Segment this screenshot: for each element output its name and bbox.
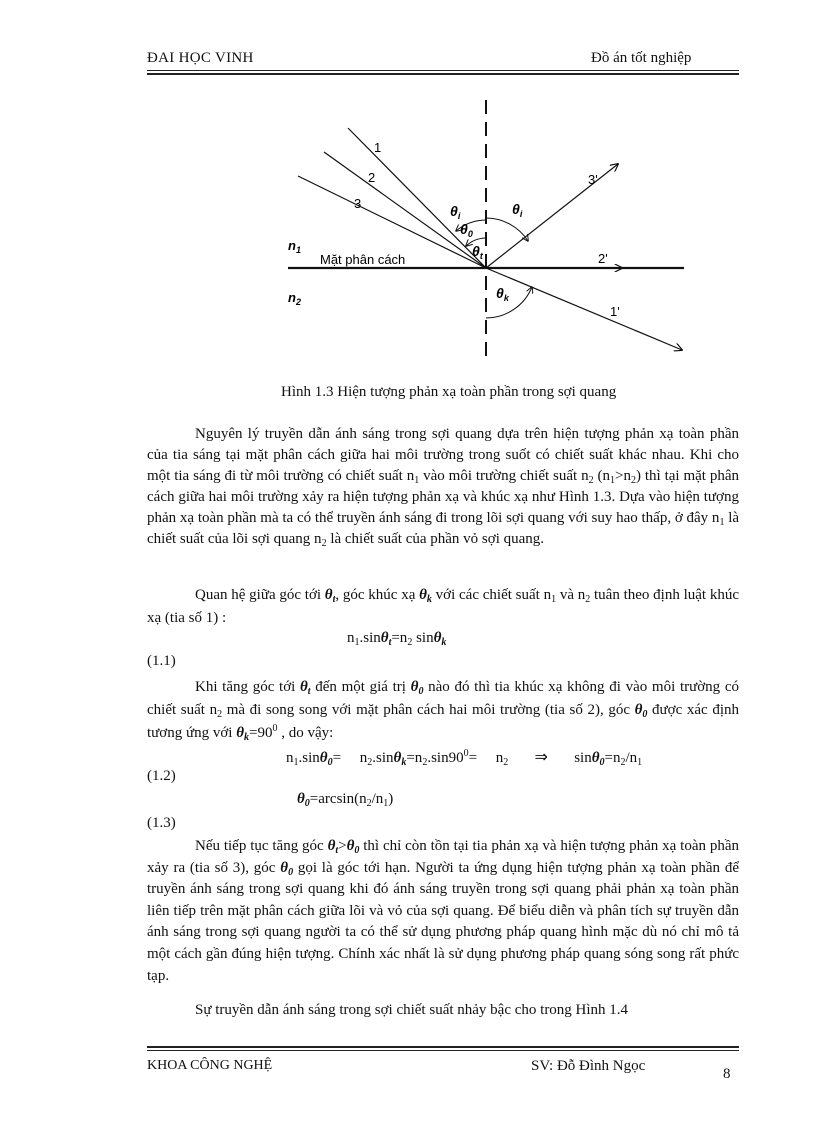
paragraph-critical-angle: Khi tăng góc tới $\theta_t$ đến một giá trị $\theta_0$ nào đó thì tia khúc xạ không đi vào môi trường có chiết suất $n_2$ mà đi song song với mặt phân cách hai môi trường (tia số 2), góc $\theta_0$ được xác định tương ứng với $\theta_k=90^0$ , do vậy: <box>147 679 740 743</box>
paragraph-snell-law: Quan hệ giữa góc tới $\theta_t$, góc khúc xạ $\theta_k$ với các chiết suất $n_1$ và $n_2$ tuân theo định luật khúc xạ (tia số 1) : <box>147 587 739 626</box>
equation-1-2: $n_1.\sin\theta_0=$ $n_2.\sin\theta_k=n_2.\sin 90^0=$ $n_2$ ⇒ $\sin\theta_0=n_2/n_1$ <box>286 747 643 768</box>
footer-rule <box>147 1050 739 1051</box>
paragraph-principle: Nguyên lý truyền dẫn ánh sáng trong sợi quang dựa trên hiện tượng phản xạ toàn phần của tia sáng tại mặt phân cách giữa hai môi trường trong suốt có chiết suất khác nhau. Khi cho một tia sáng đi từ môi trường có chiết suất $n_1$ vào môi trường chiết suất $n_2$ $(n_1>n_2)$ thì tại mặt phân cách giữa hai môi trường xảy ra hiện tượng phản xạ và khúc xạ như Hình 1.3. Dựa vào hiện tượng phản xạ toàn phần mà ta có thể truyền ánh sáng đi trong lõi sợi quang với suy hao thấp, ở đây $n_1$ là chiết suất của lõi sợi quang $n_2$ là chiết suất của phần vỏ sợi quang. <box>147 426 740 549</box>
theta-t: $\theta_t$ <box>472 243 483 261</box>
equation-1-3: $\theta_0=\arcsin(n_2/n_1)$ <box>297 791 394 809</box>
header-school: ĐAI HỌC VINH <box>147 50 254 66</box>
theta-i-left: $\theta_i$ <box>450 203 461 221</box>
footer-rule-thick <box>147 1046 739 1048</box>
arc-reflect-angle <box>486 218 528 241</box>
ray-label-2p: 2' <box>598 251 608 266</box>
theta-0: $\theta_0$ <box>460 221 473 239</box>
ray-label-3: 3 <box>354 196 362 211</box>
arc-refract-angle <box>486 287 532 318</box>
header-rule-thick <box>147 73 739 75</box>
incident-ray-2 <box>324 152 486 268</box>
equation-number-1-2: (1.2) <box>147 768 176 784</box>
refraction-diagram <box>270 92 700 372</box>
ray-label-1: 1 <box>374 140 382 155</box>
ray-label-2: 2 <box>368 170 376 185</box>
ray-label-1p: 1' <box>610 304 620 319</box>
medium-n2-label: $n_2$ <box>288 290 301 307</box>
refracted-ray-1p <box>486 268 682 350</box>
theta-k: $\theta_k$ <box>496 285 509 303</box>
incident-ray-1 <box>348 128 486 268</box>
page-number: 8 <box>723 1066 731 1082</box>
ray-label-3p: 3' <box>588 172 598 187</box>
medium-n1-label: $n_1$ <box>288 238 301 255</box>
interface-label: Mặt phân cách <box>320 252 406 267</box>
equation-number-1-3: (1.3) <box>147 815 176 831</box>
footer-student: SV: Đỗ Đình Ngọc <box>531 1058 646 1074</box>
paragraph-step-index: Sự truyền dẫn ánh sáng trong sợi chiết suất nhảy bậc cho trong Hình 1.4 <box>195 1002 629 1018</box>
paragraph-total-reflection: Nếu tiếp tục tăng góc $\theta_t>\theta_0$ thì chỉ còn tồn tại tia phản xạ và hiện tượng phản xạ toàn phần xảy ra (tia số 3), góc $\theta_0$ gọi là góc tới hạn. Người ta ứng dụng hiện tượng phản xạ toàn phần để truyền ánh sáng trong sợi quang khi đó ánh sáng truyền trong sợi quang phải phản xạ toàn phần liên tiếp trên mặt phân cách giữa lõi và vỏ của sợi quang. Để biểu diễn và phân tích sự truyền dẫn ánh sáng trong sợi quang người ta có thể sử dụng phương pháp quang hình mặc dù nó chỉ mô tả một cách gần đúng hiện tượng. Chính xác nhất là sử dụng phương pháp quang sóng song rất phức tạp. <box>147 838 740 984</box>
equation-1-1: $n_1.\sin\theta_t=n_2$ sinθ$_k$ <box>347 630 447 648</box>
header-doc-title: Đồ án tốt nghiệp <box>591 50 692 66</box>
header-rule <box>147 70 739 71</box>
footer-faculty: KHOA CÔNG NGHỆ <box>147 1058 273 1073</box>
figure-caption: Hình 1.3 Hiện tượng phản xạ toàn phần trong sợi quang <box>281 384 617 400</box>
equation-number-1-1: (1.1) <box>147 653 176 669</box>
theta-i-right: $\theta_i$ <box>512 201 523 219</box>
